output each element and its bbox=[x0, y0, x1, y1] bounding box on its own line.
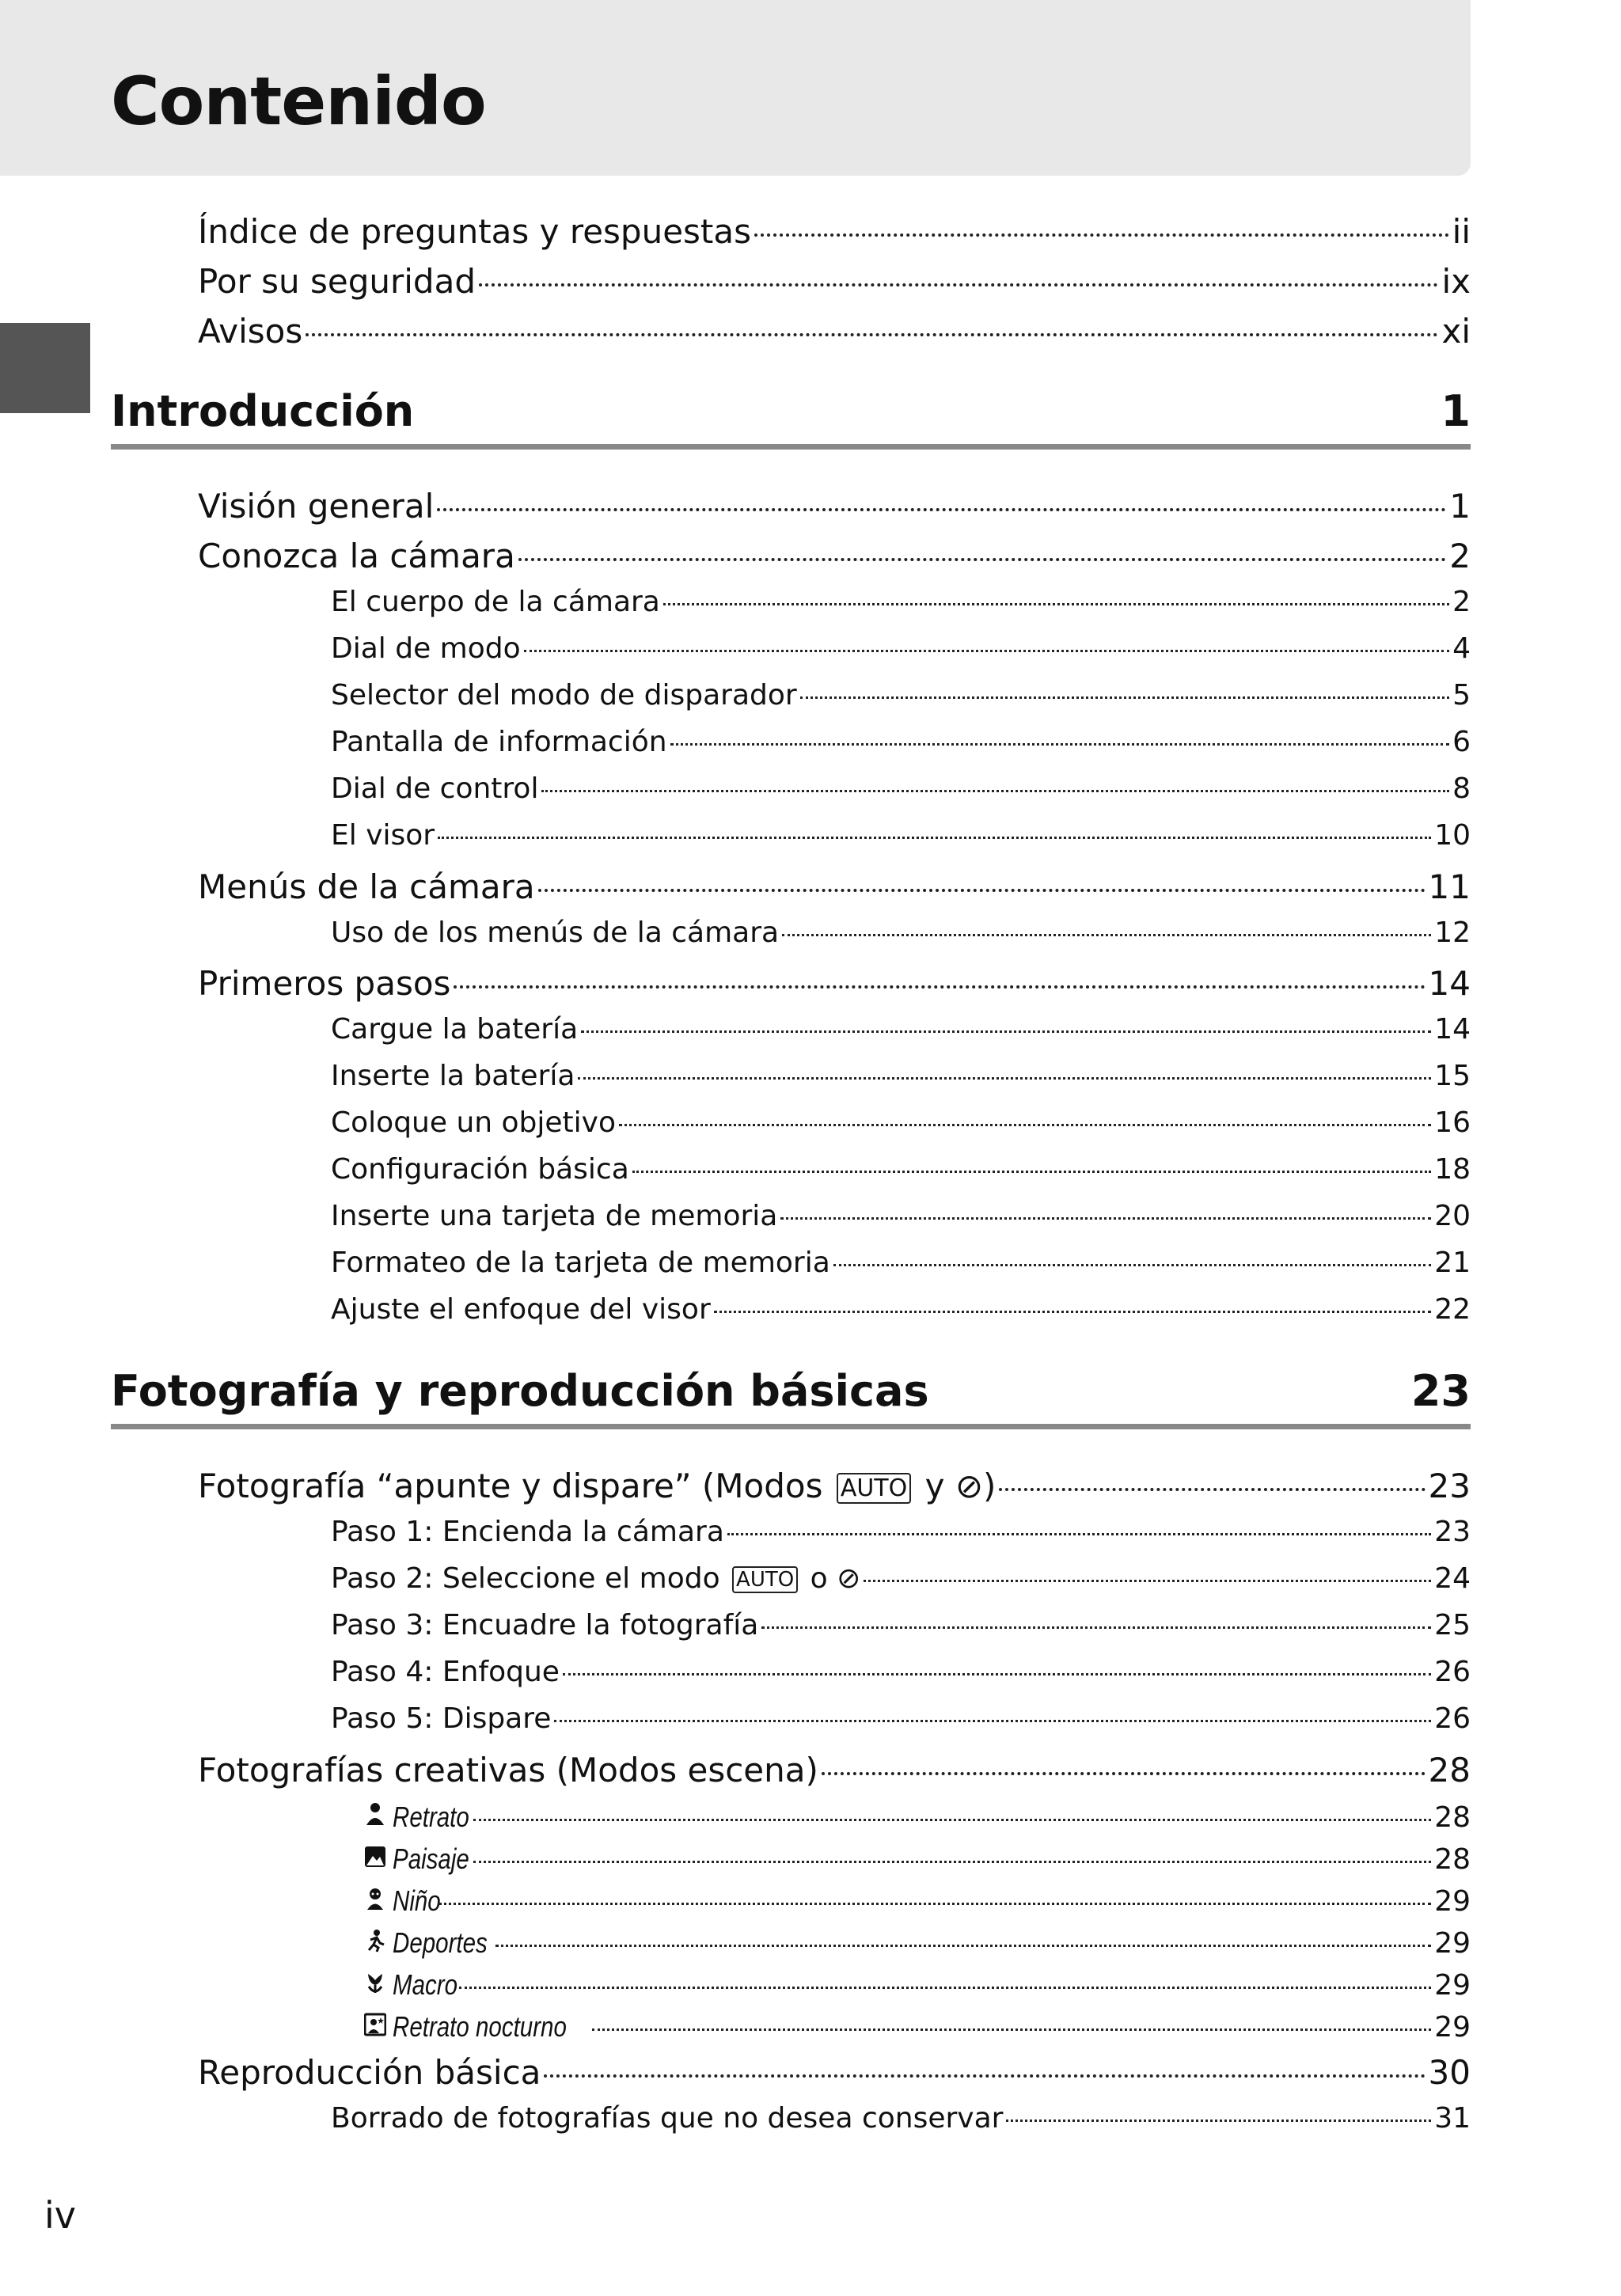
dot-leader bbox=[619, 1124, 1431, 1126]
toc-entry-label: Conozca la cámara bbox=[198, 537, 515, 575]
toc-entry-indice[interactable] bbox=[198, 212, 1471, 251]
toc-subentry[interactable] bbox=[331, 1293, 1471, 1326]
toc-entry-page: 29 bbox=[1434, 1969, 1471, 2002]
toc-entry-label: Menús de la cámara bbox=[198, 867, 535, 906]
toc-entry-page: 29 bbox=[1434, 1927, 1471, 1960]
auto-mode-icon: AUTO bbox=[732, 1566, 798, 1593]
dot-leader bbox=[999, 1488, 1425, 1491]
toc-entry-label: Retrato bbox=[393, 1801, 469, 1833]
toc-entry-label: Avisos bbox=[198, 312, 303, 351]
dot-leader bbox=[864, 1580, 1431, 1582]
toc-entry-avisos[interactable] bbox=[198, 312, 1471, 351]
toc-entry-label-wrap bbox=[364, 2010, 589, 2044]
toc-entry[interactable] bbox=[198, 867, 1471, 906]
toc-entry-label: Pantalla de información bbox=[331, 726, 667, 758]
toc-subentry[interactable] bbox=[331, 772, 1471, 805]
toc-entry-label: Dial de modo bbox=[331, 632, 521, 665]
dot-leader bbox=[473, 1819, 1431, 1821]
toc-entry-label: El cuerpo de la cámara bbox=[331, 586, 660, 618]
chapter-heading-fotografia[interactable] bbox=[111, 1366, 1471, 1429]
toc-entry-label bbox=[331, 1562, 860, 1595]
toc-subentry[interactable] bbox=[331, 586, 1471, 618]
toc-entry-label: Borrado de fotografías que no desea conservar bbox=[331, 2102, 1004, 2135]
toc-entry-page: 28 bbox=[1434, 1843, 1471, 1876]
dot-leader bbox=[727, 1533, 1431, 1535]
toc-entry-label-part: y bbox=[924, 1467, 945, 1505]
toc-entry-page: 28 bbox=[1428, 1751, 1471, 1789]
toc-subentry[interactable] bbox=[331, 1656, 1471, 1688]
toc-subentry[interactable] bbox=[331, 2102, 1471, 2135]
landscape-icon bbox=[364, 1843, 388, 1876]
dot-leader bbox=[754, 233, 1449, 237]
toc-subentry[interactable] bbox=[331, 726, 1471, 758]
toc-subentry[interactable] bbox=[331, 1013, 1471, 1046]
dot-leader bbox=[544, 2074, 1425, 2078]
night-portrait-icon bbox=[364, 2011, 388, 2044]
dot-leader bbox=[495, 1945, 1431, 1947]
dot-leader bbox=[473, 1861, 1431, 1863]
dot-leader bbox=[670, 743, 1450, 746]
toc-entry-label: Paisaje bbox=[393, 1842, 469, 1875]
toc-subentry[interactable] bbox=[331, 632, 1471, 665]
dot-leader bbox=[437, 508, 1446, 511]
toc-subentry-scene[interactable] bbox=[364, 1968, 1471, 2002]
dot-leader bbox=[563, 1673, 1431, 1676]
toc-entry-label-wrap bbox=[364, 1801, 470, 1834]
toc-entry-label-wrap bbox=[364, 1884, 441, 1918]
sports-icon bbox=[364, 1927, 388, 1960]
dot-leader bbox=[538, 889, 1425, 892]
toc-subentry[interactable] bbox=[331, 819, 1471, 852]
toc-entry-page: 26 bbox=[1434, 1702, 1471, 1735]
toc-subentry[interactable] bbox=[331, 1247, 1471, 1279]
toc-entry[interactable] bbox=[198, 537, 1471, 575]
toc-subentry-scene[interactable] bbox=[364, 1884, 1471, 1918]
toc-entry-page: 21 bbox=[1434, 1247, 1471, 1279]
dot-leader bbox=[581, 1030, 1431, 1033]
toc-entry-label-part: Paso 2: Seleccione el modo bbox=[331, 1562, 720, 1595]
toc-subentry[interactable] bbox=[331, 1153, 1471, 1186]
toc-entry-label: El visor bbox=[331, 819, 435, 852]
toc-entry-label: Coloque un objetivo bbox=[331, 1106, 616, 1139]
toc-entry-label: Paso 4: Enfoque bbox=[331, 1656, 560, 1688]
toc-entry-label: Índice de preguntas y respuestas bbox=[198, 212, 752, 251]
toc-entry-label: Macro bbox=[393, 1968, 458, 2001]
toc-subentry-scene[interactable] bbox=[364, 1801, 1471, 1834]
dot-leader bbox=[780, 1217, 1431, 1220]
toc-subentry[interactable] bbox=[331, 1106, 1471, 1139]
toc-entry-label-wrap bbox=[364, 1968, 456, 2002]
toc-entry-page: 16 bbox=[1434, 1106, 1471, 1139]
toc-entry-label: Fotografías creativas (Modos escena) bbox=[198, 1751, 818, 1789]
dot-leader bbox=[761, 1626, 1431, 1629]
toc-entry-label: Reproducción básica bbox=[198, 2053, 541, 2092]
portrait-icon bbox=[364, 1801, 388, 1834]
toc-entry-label: Niño bbox=[393, 1884, 441, 1917]
toc-entry-label: Primeros pasos bbox=[198, 964, 451, 1003]
toc-entry-label: Dial de control bbox=[331, 772, 539, 805]
dot-leader bbox=[479, 283, 1438, 287]
toc-entry-label: Formateo de la tarjeta de memoria bbox=[331, 1247, 830, 1279]
chapter-page: 1 bbox=[1441, 386, 1471, 436]
toc-entry-label: Selector del modo de disparador bbox=[331, 679, 797, 712]
chapter-title: Fotografía y reproducción básicas bbox=[111, 1366, 929, 1416]
toc-entry-page: 4 bbox=[1452, 632, 1471, 665]
toc-entry-label bbox=[198, 1467, 996, 1505]
toc-entry-label: Inserte una tarjeta de memoria bbox=[331, 1200, 778, 1232]
toc-entry-page: 29 bbox=[1434, 1885, 1471, 1918]
flash-off-icon: ⊘ bbox=[837, 1562, 861, 1595]
flash-off-icon: ⊘ bbox=[955, 1467, 984, 1505]
toc-entry-label: Uso de los menús de la cámara bbox=[331, 917, 780, 949]
toc-entry-page: 2 bbox=[1452, 586, 1471, 618]
toc-entry[interactable] bbox=[198, 2053, 1471, 2092]
page-title: Contenido bbox=[111, 63, 486, 140]
toc-subentry[interactable] bbox=[331, 1516, 1471, 1548]
toc-subentry[interactable] bbox=[331, 1060, 1471, 1092]
toc-entry-page: 11 bbox=[1428, 867, 1471, 906]
toc-entry-seguridad[interactable] bbox=[198, 262, 1471, 301]
dot-leader bbox=[782, 934, 1431, 936]
chapter-page: 23 bbox=[1410, 1366, 1471, 1416]
toc-entry-label-part: o bbox=[810, 1562, 828, 1595]
toc-subentry[interactable] bbox=[331, 1562, 1471, 1595]
toc-entry-page: 5 bbox=[1452, 679, 1471, 712]
toc-subentry[interactable] bbox=[331, 1200, 1471, 1232]
toc-entry-page: 12 bbox=[1434, 917, 1471, 949]
toc-entry-page: 30 bbox=[1428, 2053, 1471, 2092]
toc-entry-page: 26 bbox=[1434, 1656, 1471, 1688]
toc-entry-label: Inserte la batería bbox=[331, 1060, 575, 1092]
toc-entry-page: xi bbox=[1441, 312, 1471, 351]
toc-entry[interactable] bbox=[198, 487, 1471, 526]
toc-entry-label: Paso 1: Encienda la cámara bbox=[331, 1516, 724, 1548]
toc-subentry[interactable] bbox=[331, 917, 1471, 949]
macro-icon bbox=[364, 1969, 388, 2002]
toc-entry-page: 20 bbox=[1434, 1200, 1471, 1232]
toc-entry-label: Visión general bbox=[198, 487, 435, 526]
toc-entry-page: 14 bbox=[1434, 1013, 1471, 1046]
toc-entry-page: 29 bbox=[1434, 2011, 1471, 2044]
dot-leader bbox=[518, 558, 1446, 561]
toc-entry-label-part: ) bbox=[983, 1467, 997, 1505]
toc-entry-label-wrap bbox=[364, 1926, 492, 1960]
toc-subentry[interactable] bbox=[331, 679, 1471, 712]
page-number: iv bbox=[44, 2194, 77, 2237]
dot-leader bbox=[306, 333, 1438, 336]
dot-leader bbox=[663, 603, 1449, 605]
dot-leader bbox=[541, 790, 1449, 792]
toc-entry-page: 2 bbox=[1449, 537, 1471, 575]
toc-entry-page: 24 bbox=[1434, 1562, 1471, 1595]
toc-entry[interactable] bbox=[198, 964, 1471, 1003]
toc-entry-label: Retrato nocturno bbox=[393, 2010, 567, 2043]
dot-leader bbox=[592, 2028, 1431, 2031]
toc-entry-label: Cargue la batería bbox=[331, 1013, 579, 1046]
toc-subentry-scene[interactable] bbox=[364, 1926, 1471, 1960]
toc-subentry-scene[interactable] bbox=[364, 2010, 1471, 2044]
toc-entry-page: 8 bbox=[1452, 772, 1471, 805]
dot-leader bbox=[632, 1171, 1431, 1173]
toc-entry-label: Paso 5: Dispare bbox=[331, 1702, 552, 1735]
dot-leader bbox=[438, 1903, 1431, 1905]
toc-entry-label: Paso 3: Encuadre la fotografía bbox=[331, 1609, 759, 1641]
toc-subentry-scene[interactable] bbox=[364, 1842, 1471, 1876]
toc-subentry[interactable] bbox=[331, 1609, 1471, 1641]
dot-leader bbox=[524, 650, 1449, 652]
dot-leader bbox=[554, 1720, 1431, 1722]
auto-mode-icon: AUTO bbox=[837, 1473, 911, 1504]
toc-entry[interactable] bbox=[198, 1467, 1471, 1505]
dot-leader bbox=[822, 1772, 1425, 1775]
toc-entry-label: Por su seguridad bbox=[198, 262, 476, 301]
toc-subentry[interactable] bbox=[331, 1702, 1471, 1735]
dot-leader bbox=[454, 985, 1425, 989]
toc-entry-page: 1 bbox=[1449, 487, 1471, 526]
toc-entry-label: Ajuste el enfoque del visor bbox=[331, 1293, 711, 1326]
dot-leader bbox=[438, 837, 1431, 839]
toc-entry-page: 23 bbox=[1428, 1467, 1471, 1505]
toc-entry-label: Deportes bbox=[393, 1926, 488, 1959]
child-icon bbox=[364, 1885, 388, 1918]
toc-entry-page: 18 bbox=[1434, 1153, 1471, 1186]
dot-leader bbox=[459, 1987, 1431, 1989]
chapter-heading-introduccion[interactable] bbox=[111, 386, 1471, 450]
toc-entry-page: 31 bbox=[1434, 2102, 1471, 2135]
toc-entry-page: 23 bbox=[1434, 1516, 1471, 1548]
toc-entry[interactable] bbox=[198, 1751, 1471, 1789]
toc-entry-page: ii bbox=[1452, 212, 1471, 251]
toc-entry-page: 15 bbox=[1434, 1060, 1471, 1092]
toc-entry-label: Configuración básica bbox=[331, 1153, 629, 1186]
toc-entry-page: 10 bbox=[1434, 819, 1471, 852]
chapter-title: Introducción bbox=[111, 386, 415, 436]
toc-entry-page: 6 bbox=[1452, 726, 1471, 758]
dot-leader bbox=[833, 1264, 1431, 1266]
dot-leader bbox=[578, 1077, 1431, 1080]
dot-leader bbox=[1006, 2120, 1431, 2122]
dot-leader bbox=[714, 1311, 1431, 1313]
toc-entry-label-part: Fotografía “apunte y dispare” (Modos bbox=[198, 1467, 823, 1505]
toc-entry-page: ix bbox=[1441, 262, 1471, 301]
section-tab-marker bbox=[0, 323, 90, 413]
toc-entry-label-wrap bbox=[364, 1842, 470, 1876]
toc-entry-page: 25 bbox=[1434, 1609, 1471, 1641]
dot-leader bbox=[800, 696, 1449, 699]
toc-entry-page: 14 bbox=[1428, 964, 1471, 1003]
toc-entry-page: 28 bbox=[1434, 1801, 1471, 1834]
toc-entry-page: 22 bbox=[1434, 1293, 1471, 1326]
